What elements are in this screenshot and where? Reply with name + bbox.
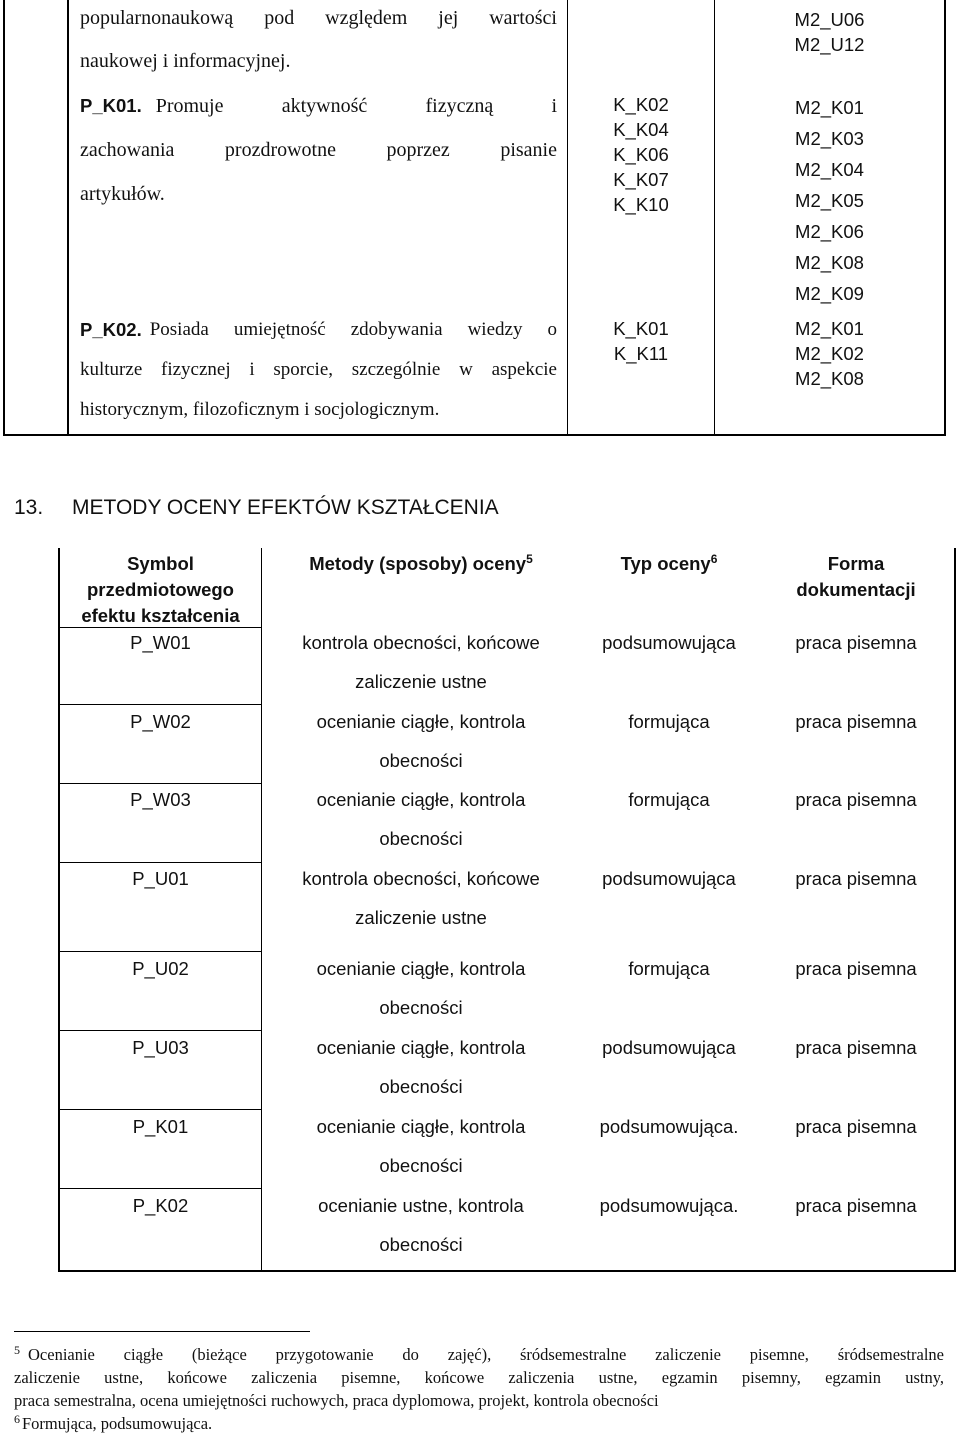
m2-code: M2_K03 <box>795 128 864 149</box>
footnote-text-line: praca semestralna, ocena umiejętności ruchowych, praca dyplomowa, projekt, kontrola obecności <box>14 1391 659 1410</box>
effect-code: P_K02. <box>80 319 142 340</box>
symbol-cell: P_W03 <box>130 789 191 810</box>
m2-code: M2_K09 <box>795 283 864 304</box>
method-cell: ocenianie ustne, kontrola obecności <box>318 1195 524 1255</box>
m2-codes <box>715 7 944 57</box>
effect-description-line: historycznym, filozoficznym i socjologicznym. <box>80 399 440 420</box>
k-code: K_K11 <box>613 343 669 364</box>
m2-code: M2_K04 <box>795 159 864 180</box>
k-code: K_K07 <box>613 169 669 190</box>
m2-codes <box>715 316 944 391</box>
method-cell: ocenianie ciągłe, kontrola obecności <box>316 711 526 771</box>
method-cell: ocenianie ciągłe, kontrola obecności <box>316 1116 526 1176</box>
method-cell: ocenianie ciągłe, kontrola obecności <box>316 958 526 1018</box>
symbol-cell: P_U03 <box>132 1037 189 1058</box>
table-row <box>60 859 954 949</box>
table-row <box>60 1186 954 1266</box>
method-cell: ocenianie ciągłe, kontrola obecności <box>316 789 526 849</box>
footnote-ref: 6 <box>710 551 718 566</box>
effect-row <box>80 92 557 208</box>
k-code: K_K04 <box>613 119 669 140</box>
symbol-cell: P_W01 <box>130 632 191 653</box>
k-code: K_K02 <box>613 94 669 115</box>
effect-row <box>80 316 557 424</box>
m2-code: M2_K05 <box>795 190 864 211</box>
symbol-cell: P_U01 <box>132 868 189 889</box>
symbol-cell: P_W02 <box>130 711 191 732</box>
type-cell: podsumowująca <box>602 632 736 653</box>
table-row <box>60 1107 954 1187</box>
effect-description-line: popularnonaukową pod względem jej wartości <box>80 7 557 29</box>
symbol-cell: P_U02 <box>132 958 189 979</box>
type-cell: formująca <box>628 711 710 732</box>
effect-description-line: artykułów. <box>80 183 165 205</box>
footnote-mark: 5 <box>14 1342 20 1357</box>
effect-description-line: Promuje aktywność fizyczną i <box>155 95 557 117</box>
k-code: K_K06 <box>613 144 669 165</box>
m2-code: M2_K08 <box>795 368 864 389</box>
m2-code: M2_K06 <box>795 221 864 242</box>
m2-codes <box>715 92 944 309</box>
effect-row <box>80 4 557 75</box>
k-codes <box>568 316 714 366</box>
header-form: Forma dokumentacji <box>796 553 916 600</box>
m2-code: M2_U12 <box>794 34 865 55</box>
form-cell: praca pisemna <box>795 632 917 653</box>
form-cell: praca pisemna <box>795 789 917 810</box>
table-row <box>60 949 954 1029</box>
effect-description-line: Posiada umiejętność zdobywania wiedzy o <box>149 319 557 340</box>
m2-code: M2_K02 <box>795 343 864 364</box>
effect-code: P_K01. <box>80 95 142 116</box>
type-cell: podsumowująca <box>602 1037 736 1058</box>
footnote-text-line: zaliczenie ustne, końcowe zaliczenia pisemne, końcowe zaliczenia ustne, egzamin pisemny, egzamin ustny, <box>14 1368 944 1387</box>
type-cell: podsumowująca. <box>599 1195 739 1216</box>
footnote <box>14 1412 944 1435</box>
method-cell: kontrola obecności, końcowe zaliczenie ustne <box>302 868 540 928</box>
table-row <box>60 702 954 782</box>
m2-code: M2_K08 <box>795 252 864 273</box>
effect-description-line: zachowania prozdrowotne poprzez pisanie <box>80 139 557 161</box>
section-number: 13. <box>14 496 44 519</box>
footnote-ref: 5 <box>526 551 533 566</box>
method-cell: ocenianie ciągłe, kontrola obecności <box>316 1037 526 1097</box>
form-cell: praca pisemna <box>795 1195 917 1216</box>
effect-description-line: naukowej i informacyjnej. <box>80 50 291 72</box>
type-cell: formująca <box>628 958 710 979</box>
symbol-cell: P_K01 <box>132 1116 189 1137</box>
symbol-cell: P_K02 <box>132 1195 189 1216</box>
type-cell: podsumowująca <box>602 868 736 889</box>
header-type: Typ oceny$^6$ <box>620 551 718 574</box>
footnote-separator <box>14 1331 310 1332</box>
type-cell: podsumowująca. <box>599 1116 739 1137</box>
k-codes <box>568 92 714 217</box>
form-cell: praca pisemna <box>795 711 917 732</box>
table-row <box>60 1028 954 1108</box>
form-cell: praca pisemna <box>795 1037 917 1058</box>
form-cell: praca pisemna <box>795 1116 917 1137</box>
table-row <box>60 623 954 703</box>
form-cell: praca pisemna <box>795 868 917 889</box>
footnote <box>14 1343 944 1412</box>
footnote-text-line: Ocenianie ciągłe (bieżące przygotowanie do zajęć), śródsemestralne zaliczenie pisemne, śródsemestralne <box>28 1345 944 1364</box>
m2-code: M2_U06 <box>794 9 865 30</box>
table-row <box>60 780 954 860</box>
header-methods: Metody (sposoby) oceny$^5$ <box>309 551 533 574</box>
footnote-text-line: Formująca, podsumowująca. <box>22 1414 213 1433</box>
k-code: K_K10 <box>613 194 669 215</box>
section-title: METODY OCENY EFEKTÓW KSZTAŁCENIA <box>72 496 499 519</box>
m2-code: M2_K01 <box>795 97 864 118</box>
header-symbol: Symbol przedmiotowego efektu kształcenia <box>81 553 240 626</box>
m2-code: M2_K01 <box>795 318 864 339</box>
effect-description-line: kulturze fizycznej i sporcie, szczególnie w aspekcie <box>80 359 557 380</box>
k-code: K_K01 <box>613 318 669 339</box>
section-heading <box>14 494 499 522</box>
method-cell: kontrola obecności, końcowe zaliczenie ustne <box>302 632 540 692</box>
footnote-mark: 6 <box>14 1411 20 1426</box>
type-cell: formująca <box>628 789 710 810</box>
form-cell: praca pisemna <box>795 958 917 979</box>
